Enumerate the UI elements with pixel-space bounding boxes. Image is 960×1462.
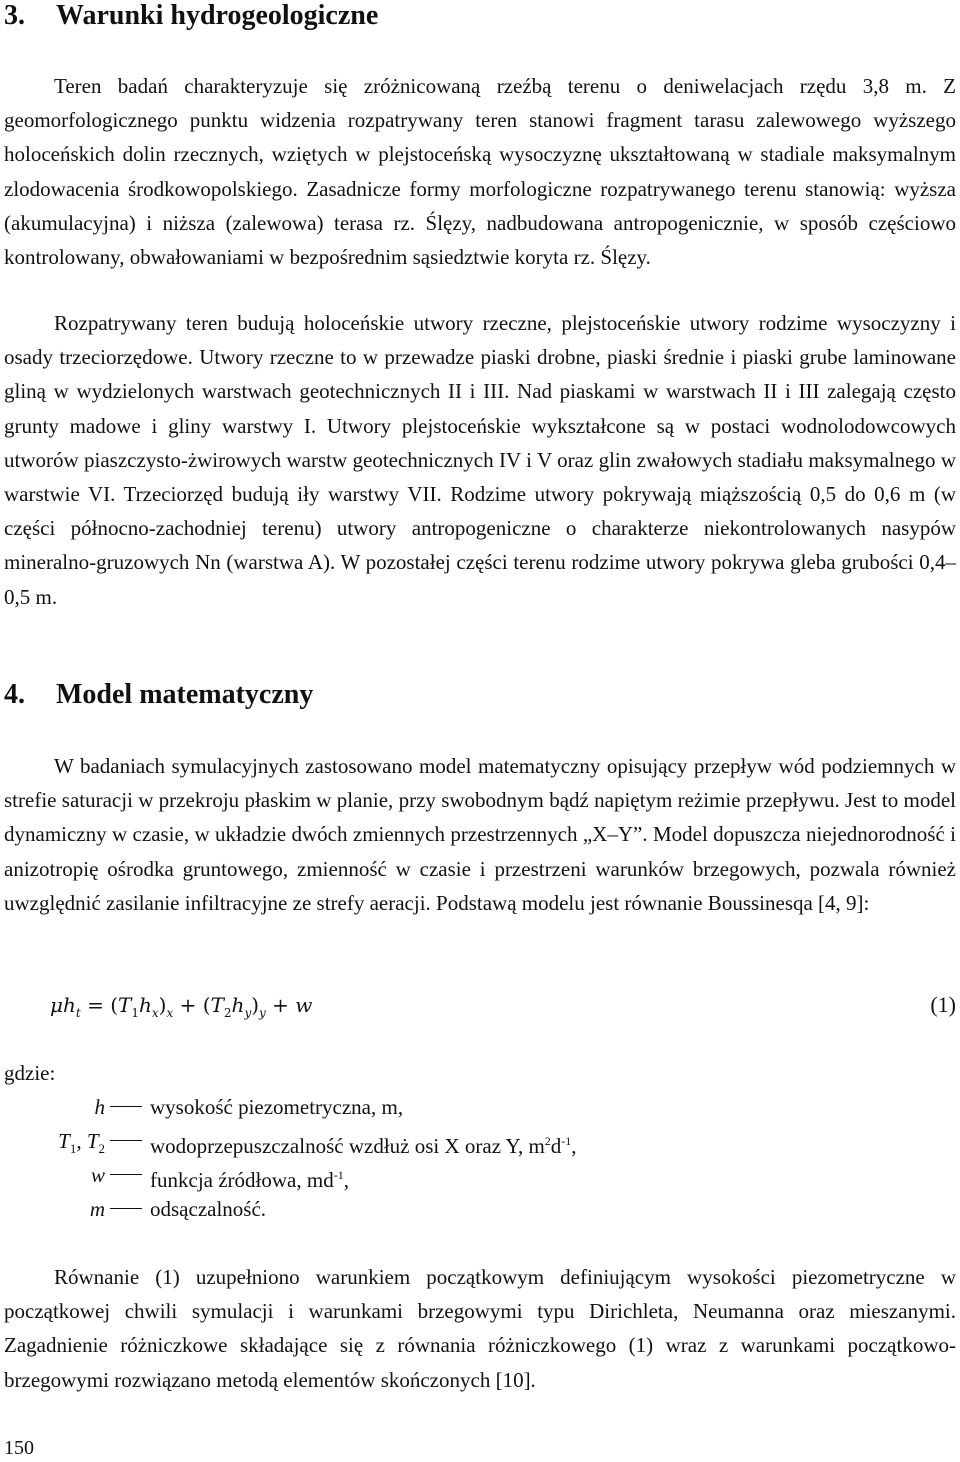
section-4-number: 4. (4, 679, 25, 710)
definition-w (0, 1158, 960, 1192)
em-dash (110, 1174, 142, 1175)
definition-m (0, 1192, 960, 1226)
definition-h-text: wysokość piezometryczna, m, (150, 1095, 404, 1119)
em-dash (110, 1140, 142, 1141)
em-dash (110, 1106, 142, 1107)
definition-t1-t2-text: wodoprzepuszczalność wzdłuż osi X oraz Y, $m^2d^{-1}$, (150, 1134, 577, 1158)
definition-h (0, 1090, 960, 1124)
boussinesq-equation (50, 985, 956, 1025)
equation-formula: $\mu h_t = (T_1h_x)_x + (T_2h_y)_y + w$ (50, 993, 313, 1020)
definition-m-text: odsączalność. (150, 1197, 267, 1221)
section-3-number: 3. (4, 0, 25, 31)
em-dash (110, 1208, 142, 1209)
where-label: gdzie: (4, 1061, 56, 1085)
symbol-w: w (90, 1163, 105, 1187)
section-4-heading (4, 679, 313, 711)
page-number: 150 (4, 1437, 34, 1459)
definition-t1-t2 (0, 1124, 960, 1158)
section-4-paragraph-2: Równanie (1) uzupełniono warunkiem początkowym definiującym wysokości piezometryczne w początkowej chwili symulacji i warunkami brzegowymi typu Dirichleta, Neumanna oraz mieszanymi. Zagadnienie różniczkowe składające się z równania różniczkowego (1) wraz z warunkami początkowo-brzegowymi rozwiązano metodą elementów skończonych [10]. (4, 1265, 956, 1392)
section-3-paragraph-1: Teren badań charakteryzuje się zróżnicowaną rzeźbą terenu o deniwelacjach rzędu 3,8 m. Z geomorfologicznego punktu widzenia rozpatrywany teren stanowi fragment tarasu zalewowego wyższego holoceńskich dolin rzecznych, wziętych w plejstoceńską wysoczyznę ukształtowaną w stadiale maksymalnym zlodowacenia środkowopolskiego. Zasadnicze formy morfologiczne rozpatrywanego terenu stanowią: wyższa (akumulacyjna) i niższa (zalewowa) terasa rz. Ślęzy, nadbudowana antropogenicznie, w sposób częściowo kontrolowany, obwałowaniami w bezpośrednim sąsiedztwie koryta rz. Ślęzy. (4, 74, 956, 270)
symbol-m: m (89, 1197, 105, 1221)
section-4-paragraph-1: W badaniach symulacyjnych zastosowano model matematyczny opisujący przepływ wód podziemnych w strefie saturacji w przekroju płaskim w planie, przy swobodnym bądź napiętym reżimie przepływu. Jest to model dynamiczny w czasie, w układzie dwóch zmiennych przestrzennych „X–Y”. Model dopuszcza niejednorodność i anizotropię ośrodka gruntowego, zmienność w czasie i przestrzeni warunków brzegowych, pozwala również uwzględnić zasilanie infiltracyjne ze strefy aeracji. Podstawą modelu jest równanie Boussinesqa [4, 9]: (4, 754, 956, 915)
symbol-h: h (94, 1095, 105, 1119)
section-3-paragraph-2: Rozpatrywany teren budują holoceńskie utwory rzeczne, plejstoceńskie utwory rodzime wysoczyzny i osady trzeciorzędowe. Utwory rzeczne to w przewadze piaski drobne, piaski średnie i piaski grube laminowane gliną w wydzielonych warstwach geotechnicznych II i III. Nad piaskami w warstwach II i III zalegają często grunty madowe i gliny warstwy I. Utwory plejstoceńskie wykształcone są w postaci wodnolodowcowych utworów piaszczysto-żwirowych warstw geotechnicznych IV i V oraz glin zwałowych stadiału maksymalnego w warstwie VI. Trzeciorzęd budują iły warstwy VII. Rodzime utwory pokrywają miąższością 0,5 do 0,6 m (w części północno-zachodniej terenu) utwory antropogeniczne o charakterze niekontrolowanych nasypów mineralno-gruzowych Nn (warstwa A). W pozostałej części terenu rodzime utwory pokrywa gleba grubości 0,4–0,5 m. (4, 311, 956, 609)
section-4-title: Model matematyczny (56, 679, 314, 710)
section-3-heading (4, 0, 378, 32)
symbol-t1-t2: $T_1$, $T_2$ (58, 1129, 105, 1157)
section-3-title: Warunki hydrogeologiczne (56, 0, 379, 31)
equation-number: (1) (930, 992, 956, 1017)
definition-w-text: funkcja źródłowa, $md^{-1}$, (150, 1168, 349, 1192)
